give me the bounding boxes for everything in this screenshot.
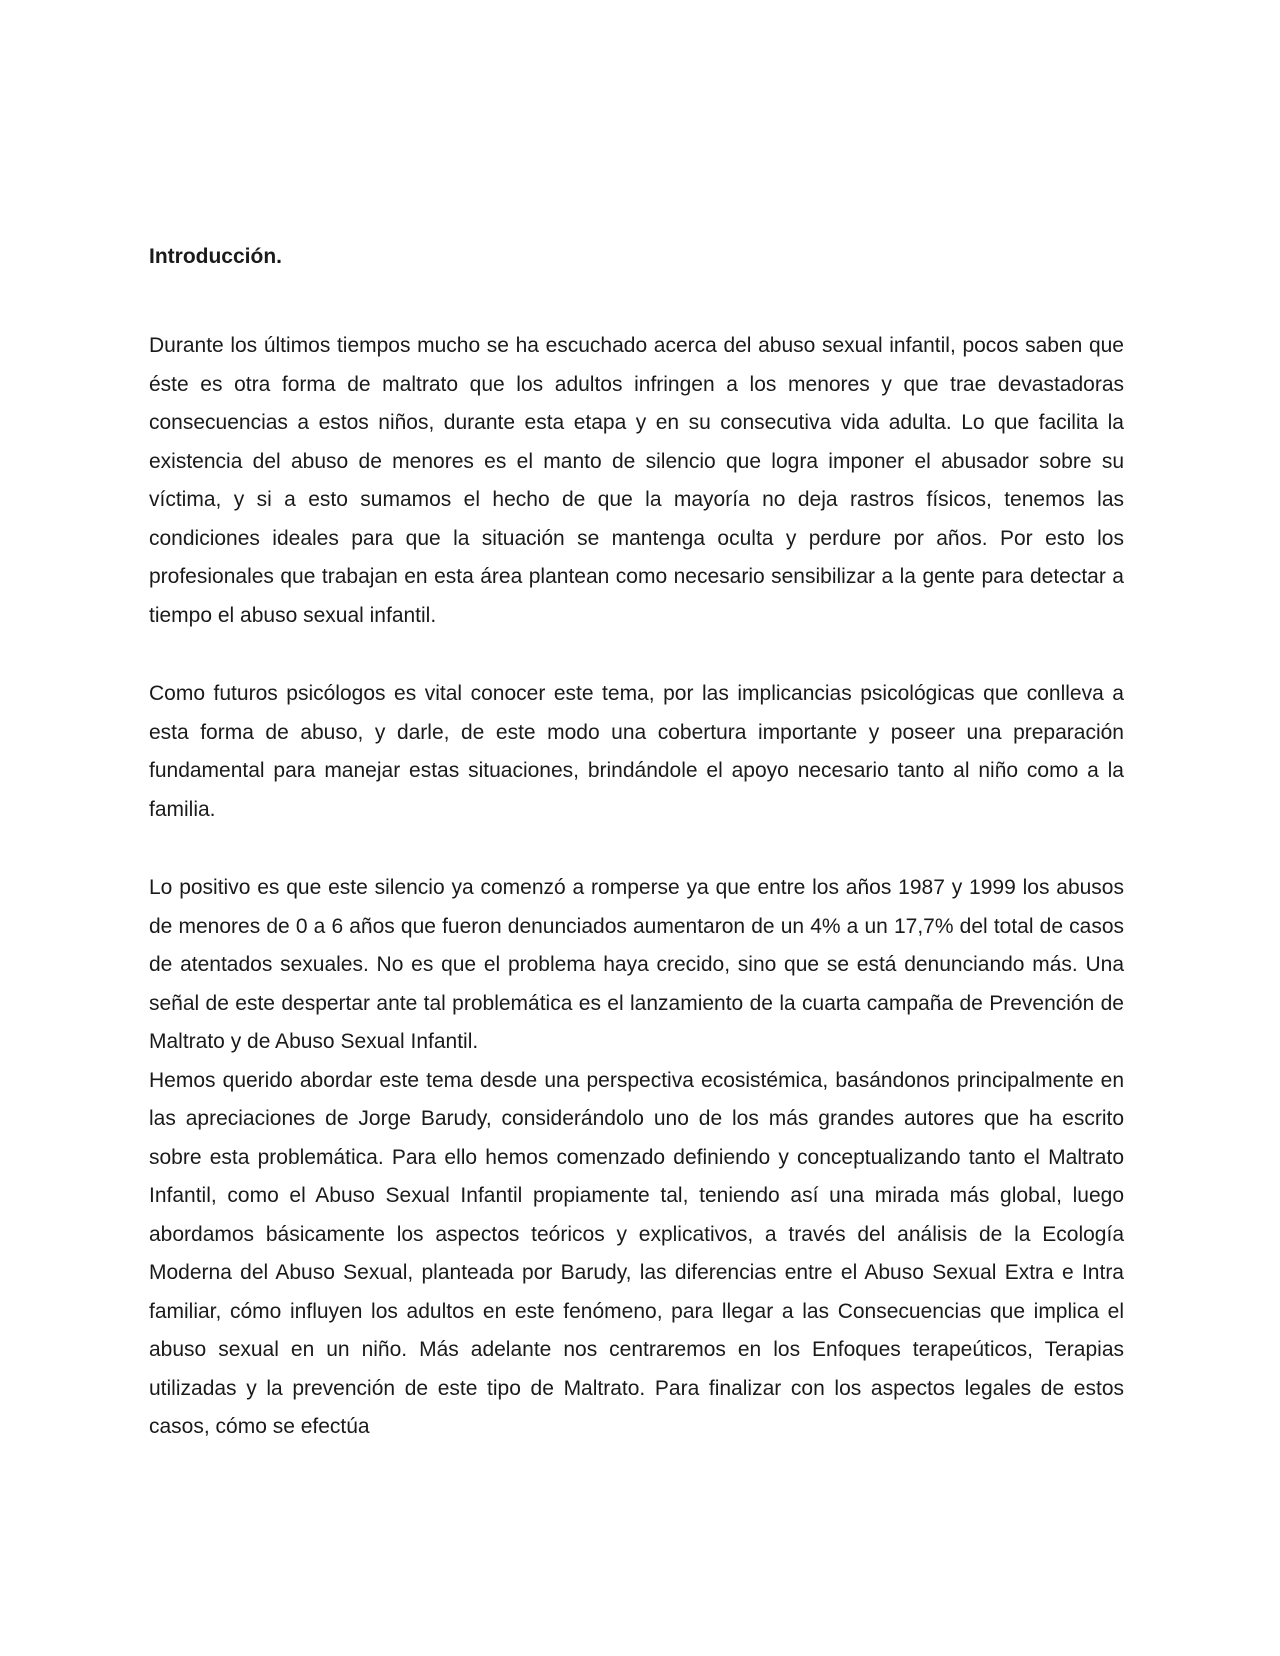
document-body: [149, 242, 1124, 1447]
paragraph-1: Durante los últimos tiempos mucho se ha escuchado acerca del abuso sexual infantil, pocos saben que éste es otra forma de maltrato que los adultos infringen a los menores y que trae devastadoras consecuencias a estos niños, durante esta etapa y en su consecutiva vida adulta. Lo que facilita la existencia del abuso de menores es el manto de silencio que logra imponer el abusador sobre su víctima, y si a esto sumamos el hecho de que la mayoría no deja rastros físicos, tenemos las condiciones ideales para que la situación se mantenga oculta y perdure por años. Por esto los profesionales que trabajan en esta área plantean como necesario sensibilizar a la gente para detectar a tiempo el abuso sexual infantil.: [149, 334, 1124, 627]
paragraph-2: Como futuros psicólogos es vital conocer este tema, por las implicancias psicológicas que conlleva a esta forma de abuso, y darle, de este modo una cobertura importante y poseer una preparación fundamental para manejar estas situaciones, brindándole el apoyo necesario tanto al niño como a la familia.: [149, 682, 1124, 821]
section-heading: Introducción.: [149, 245, 282, 268]
paragraph-4: Hemos querido abordar este tema desde una perspectiva ecosistémica, basándonos principalmente en las apreciaciones de Jorge Barudy, considerándolo uno de los más grandes autores que ha escrito sobre esta problemática. Para ello hemos comenzado definiendo y conceptualizando tanto el Maltrato Infantil, como el Abuso Sexual Infantil propiamente tal, teniendo así una mirada más global, luego abordamos básicamente los aspectos teóricos y explicativos, a través del análisis de la Ecología Moderna del Abuso Sexual, planteada por Barudy, las diferencias entre el Abuso Sexual Extra e Intra familiar, cómo influyen los adultos en este fenómeno, para llegar a las Consecuencias que implica el abuso sexual en un niño. Más adelante nos centraremos en los Enfoques terapeúticos, Terapias utilizadas y la prevención de este tipo de Maltrato. Para finalizar con los aspectos legales de estos casos, cómo se efectúa: [149, 1068, 1124, 1438]
paragraph-3: Lo positivo es que este silencio ya comenzó a romperse ya que entre los años 1987 y 1999 los abusos de menores de 0 a 6 años que fueron denunciados aumentaron de un 4% a un 17,7% del total de casos de atentados sexuales. No es que el problema haya crecido, sino que se está denunciando más. Una señal de este despertar ante tal problemática es el lanzamiento de la cuarta campaña de Prevención de Maltrato y de Abuso Sexual Infantil.: [149, 876, 1124, 1053]
